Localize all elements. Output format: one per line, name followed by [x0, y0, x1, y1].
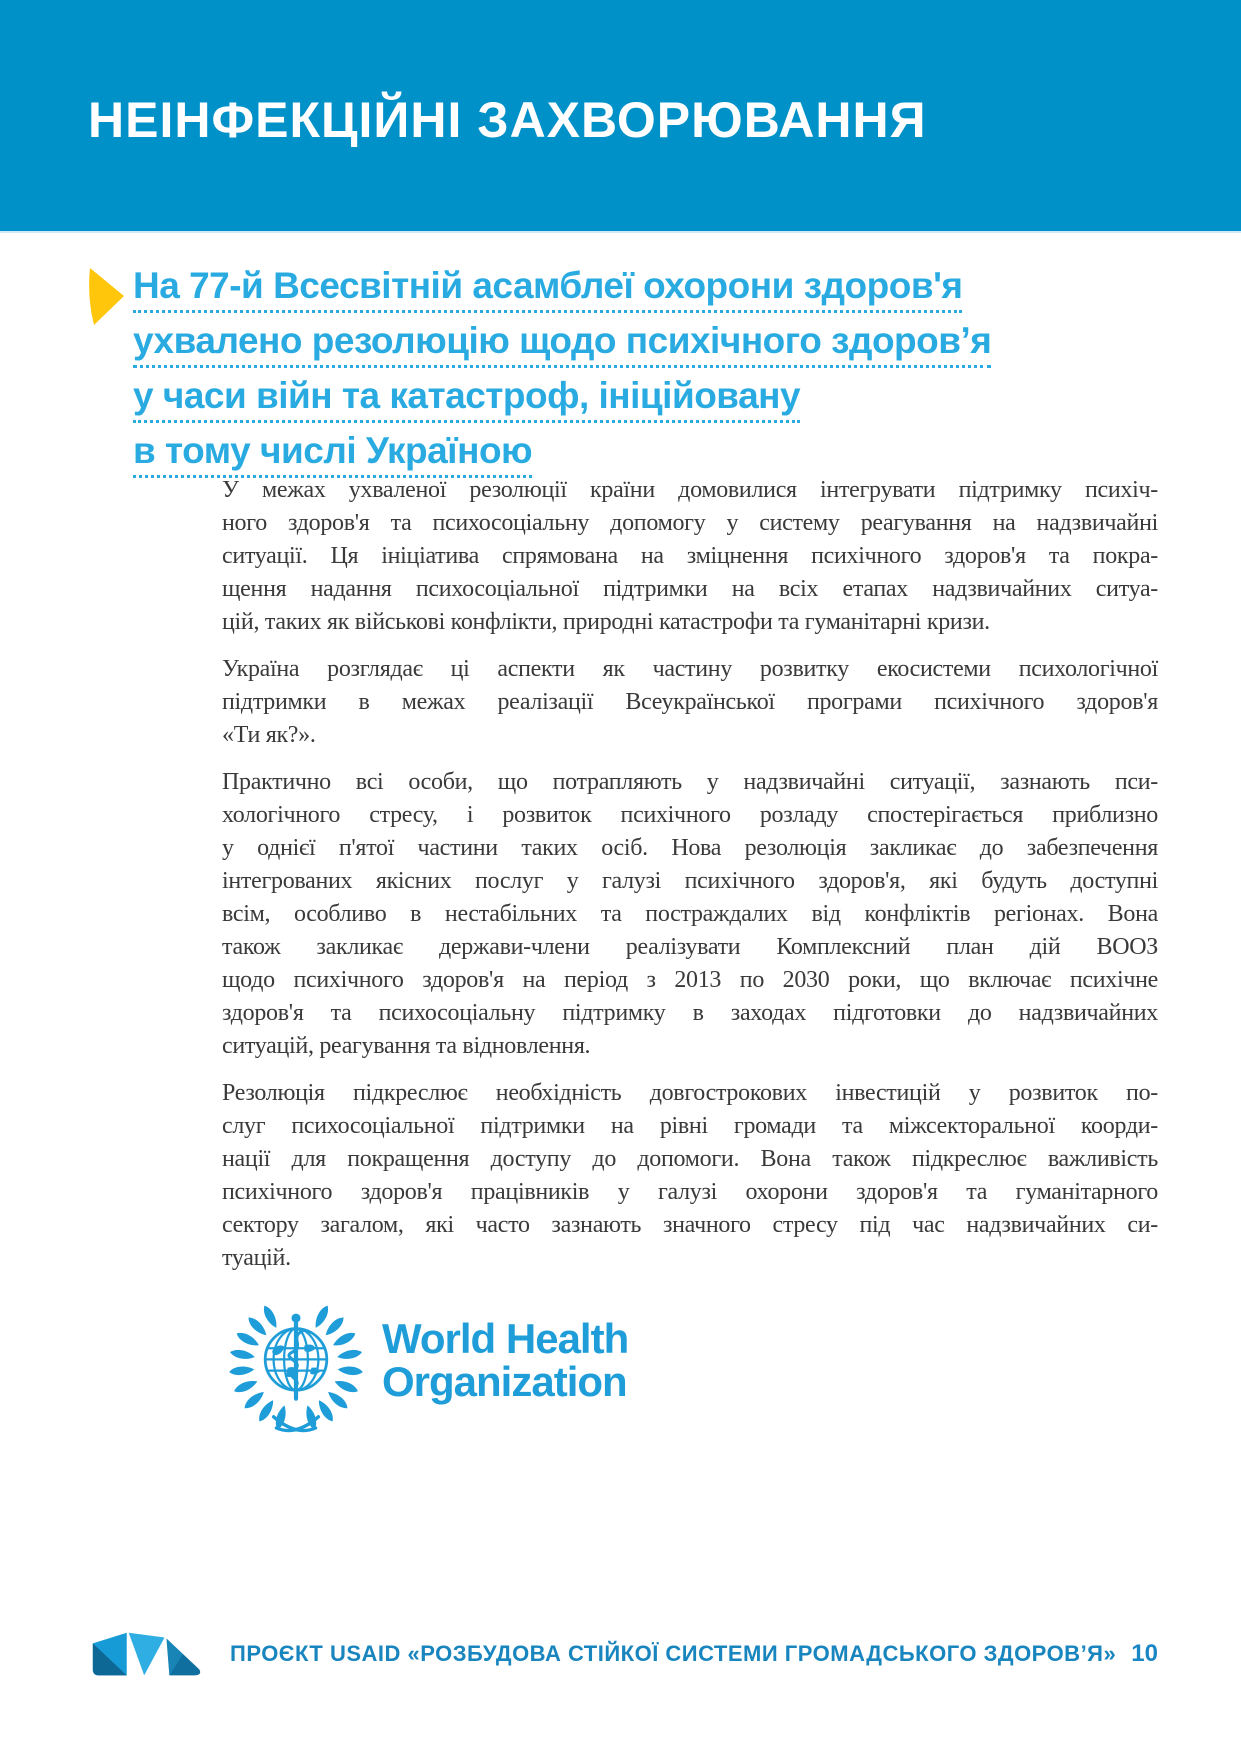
feature-section [88, 266, 1158, 486]
footer-project-label: ПРОЄКТ USAID «РОЗБУДОВА СТІЙКОЇ СИСТЕМИ ГРОМАДСЬКОГО ЗДОРОВ’Я» [230, 1641, 1117, 1666]
paragraph-line: здоров'я та психосоціальну підтримку в заходах підготовки до надзвичайних [222, 1000, 1158, 1026]
paragraph-line: ситуацій, реагування та відновлення. [222, 1033, 591, 1059]
footer-page-number: 10 [1131, 1640, 1158, 1667]
paragraph-line: ситуації. Ця ініціатива спрямована на зміцнення психічного здоров'я та покра- [222, 543, 1158, 569]
paragraph-line: цій, таких як військові конфлікти, природні катастрофи та гуманітарні кризи. [222, 609, 990, 635]
page-title: НЕІНФЕКЦІЙНІ ЗАХВОРЮВАННЯ [88, 92, 927, 148]
paragraph-line: У межах ухваленої резолюції країни домовилися інтегрувати підтримку психіч- [222, 477, 1158, 503]
usaid-project-logo-icon [88, 1631, 212, 1677]
paragraph-line: Резолюція підкреслює необхідність довгострокових інвестицій у розвиток по- [222, 1080, 1158, 1106]
header-band [0, 0, 1241, 233]
who-emblem-icon [226, 1295, 366, 1435]
paragraph-line: всім, особливо в нестабільних та постраждалих від конфліктів регіонах. Вона [222, 901, 1158, 927]
feature-heading-line[interactable]: ухвалено резолюцію щодо психічного здоров’я [133, 321, 991, 368]
paragraph-line: у однієї п'ятої частини таких осіб. Нова резолюція закликає до забезпечення [222, 835, 1158, 861]
paragraph-line: також закликає держави-члени реалізувати Комплексний план дій ВООЗ [222, 934, 1158, 960]
paragraph-line: туацій. [222, 1245, 291, 1271]
who-logo-text [382, 1317, 628, 1403]
footer [88, 1628, 1158, 1680]
feature-heading [133, 266, 1158, 478]
who-logo-line2: Organization [382, 1358, 627, 1405]
who-logo-line1: World Health [382, 1315, 629, 1362]
paragraph [222, 474, 1158, 639]
feature-heading-line[interactable]: На 77-й Всесвітній асамблеї охорони здоров'я [133, 266, 962, 313]
paragraph-line: нації для покращення доступу до допомоги. Вона також підкреслює важливість [222, 1146, 1158, 1172]
paragraph-line: слуг психосоціальної підтримки на рівні громади та міжсекторальної коорди- [222, 1113, 1158, 1139]
paragraph-line: підтримки в межах реалізації Всеукраїнської програми психічного здоров'я [222, 689, 1158, 715]
paragraph-line: Україна розглядає ці аспекти як частину розвитку екосистеми психологічної [222, 656, 1158, 682]
paragraph-line: «Ти як?». [222, 722, 316, 748]
paragraph-line: щодо психічного здоров'я на період з 2013 по 2030 роки, що включає психічне [222, 967, 1158, 993]
paragraph-line: Практично всі особи, що потрапляють у надзвичайні ситуації, зазнають пси- [222, 769, 1158, 795]
article-body [222, 474, 1158, 1435]
yellow-arrow-icon [88, 268, 125, 326]
paragraph-line: сектору загалом, які часто зазнають значного стресу під час надзвичайних си- [222, 1212, 1158, 1238]
paragraph [222, 1077, 1158, 1275]
feature-heading-line[interactable]: у часи війн та катастроф, ініційовану [133, 376, 800, 423]
who-logo [226, 1295, 1158, 1435]
paragraph-line: ного здоров'я та психосоціальну допомогу у систему реагування на надзвичайні [222, 510, 1158, 536]
paragraph-line: психічного здоров'я працівників у галузі охорони здоров'я та гуманітарного [222, 1179, 1158, 1205]
paragraph-line: щення надання психосоціальної підтримки на всіх етапах надзвичайних ситуа- [222, 576, 1158, 602]
paragraph [222, 653, 1158, 752]
paragraph [222, 766, 1158, 1063]
paragraph-line: інтегрованих якісних послуг у галузі психічного здоров'я, які будуть доступні [222, 868, 1158, 894]
paragraph-line: хологічного стресу, і розвиток психічного розладу спостерігається приблизно [222, 802, 1158, 828]
feature-heading-line[interactable]: в тому числі Україною [133, 431, 532, 478]
